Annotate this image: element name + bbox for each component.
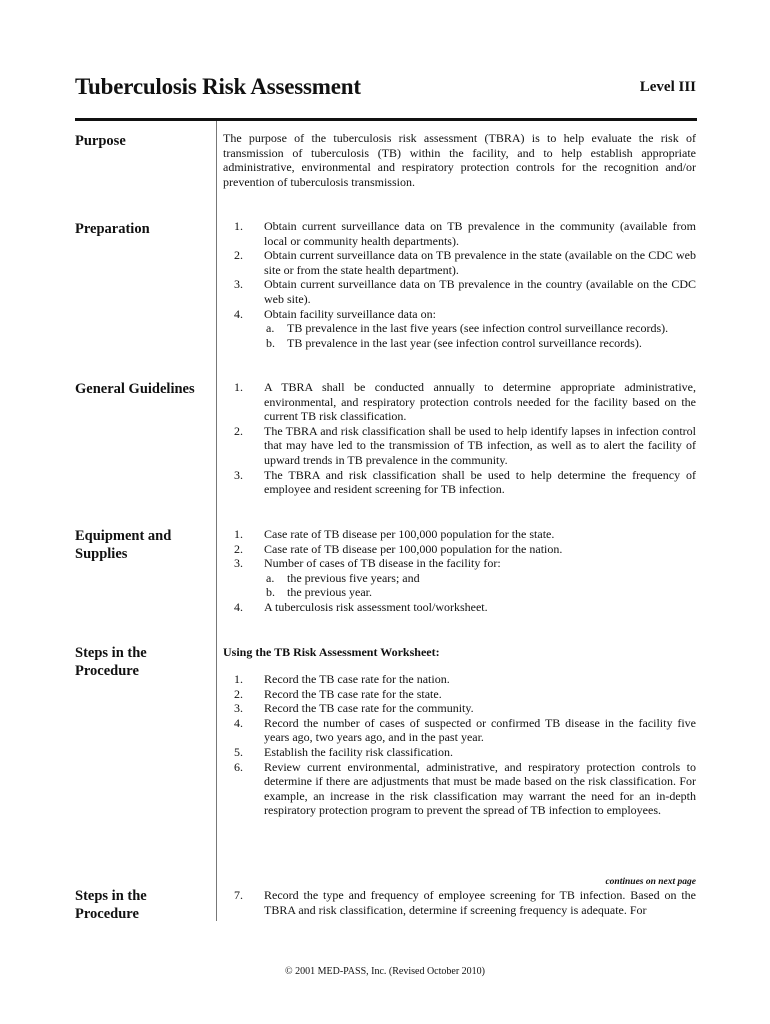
item-text: Review current environmental, administrative, and respiratory protection controls to determine if there are adjustments that must be made based on the risk classification. For example, an increase in the risk classification may warrant the need for an in-depth respiratory protection program to prevent the spread of TB infection to employees. <box>264 759 696 818</box>
list-item <box>223 888 696 917</box>
continues-note: continues on next page <box>605 877 696 887</box>
steps-label: Steps in the Procedure <box>75 645 147 679</box>
item-letter: b. <box>266 335 275 350</box>
document-title: Tuberculosis Risk Assessment <box>75 74 361 99</box>
list-item <box>223 672 696 687</box>
item-number: 1. <box>234 672 243 686</box>
item-number: 7. <box>234 888 243 902</box>
item-text: A TBRA shall be conducted annually to determine appropriate administrative, environmental, and respiratory protection controls needed for the facility based on the current TB risk classification. <box>264 380 696 424</box>
item-number: 6. <box>234 759 243 774</box>
item-letter: a. <box>266 570 275 585</box>
item-number: 2. <box>234 686 243 701</box>
item-text: Case rate of TB disease per 100,000 population for the nation. <box>264 541 563 556</box>
item-text: The TBRA and risk classification shall be used to help identify lapses in infection control that may have led to the transmission of TB infection, as well as to alert the facility of upward trends in TB prevalence in the community. <box>264 423 696 467</box>
item-number: 3. <box>234 556 243 571</box>
item-letter: a. <box>266 321 275 336</box>
preparation-list <box>223 219 696 350</box>
item-number: 4. <box>234 599 243 614</box>
item-number: 2. <box>234 423 243 438</box>
list-item <box>223 527 696 542</box>
item-text: Record the TB case rate for the community. <box>264 701 474 716</box>
item-text: Obtain current surveillance data on TB prevalence in the country (available on the CDC web site). <box>264 277 696 306</box>
item-text: the previous year. <box>287 585 372 600</box>
item-text: The TBRA and risk classification shall be used to help determine the frequency of employee and resident screening for TB infection. <box>264 467 696 497</box>
column-divider <box>216 121 217 921</box>
list-item <box>223 468 696 497</box>
item-number: 4. <box>234 715 243 730</box>
list-item <box>223 424 696 468</box>
item-number: 1. <box>234 527 243 541</box>
item-number: 1. <box>234 219 243 233</box>
list-item <box>223 701 696 716</box>
steps-continued-label: Steps in the Procedure <box>75 888 147 922</box>
item-text: Establish the facility risk classification. <box>264 744 453 759</box>
sub-list-item <box>264 585 696 600</box>
level-label: Level III <box>639 79 696 95</box>
list-item <box>223 745 696 760</box>
item-number: 2. <box>234 248 243 263</box>
list-item <box>223 248 696 277</box>
item-number: 3. <box>234 277 243 292</box>
list-item <box>223 760 696 818</box>
equipment-list <box>223 527 696 615</box>
item-number: 1. <box>234 380 243 394</box>
purpose-text: The purpose of the tuberculosis risk assessment (TBRA) is to help evaluate the risk of transmission of tuberculosis (TB) within the facility, and to help establish appropriate administrative, environmental and respiratory protection controls for the recognition and/or prevention of tuberculosis transmission. <box>223 131 696 189</box>
item-letter: b. <box>266 585 275 600</box>
list-item <box>223 556 696 600</box>
item-number: 3. <box>234 701 243 716</box>
equipment-label: Equipment and Supplies <box>75 528 172 562</box>
item-number: 4. <box>234 306 243 321</box>
item-text: the previous five years; and <box>287 570 420 585</box>
copyright-footer: © 2001 MED-PASS, Inc. (Revised October 2010) <box>285 966 485 977</box>
sub-list-item <box>264 321 696 336</box>
list-item <box>223 542 696 557</box>
item-text: Case rate of TB disease per 100,000 population for the state. <box>264 527 555 541</box>
item-text: TB prevalence in the last year (see infection control surveillance records). <box>287 335 642 350</box>
item-text: Record the TB case rate for the state. <box>264 686 442 701</box>
item-text: Record the type and frequency of employee screening for TB infection. Based on the TBRA and risk classification, determine if screening frequency is adequate. For <box>264 888 696 917</box>
item-text: Obtain current surveillance data on TB prevalence in the community (available from local or community health departments). <box>264 219 696 248</box>
sub-list-item <box>264 336 696 351</box>
item-text: TB prevalence in the last five years (see infection control surveillance records). <box>287 321 669 336</box>
title-rule <box>75 118 697 121</box>
list-item <box>223 687 696 702</box>
item-text: Record the number of cases of suspected or confirmed TB disease in the facility five years ago, two years ago, and in the past year. <box>264 715 696 745</box>
item-number: 3. <box>234 467 243 482</box>
purpose-label: Purpose <box>75 133 126 149</box>
sub-list <box>264 571 696 600</box>
sub-list-item <box>264 571 696 586</box>
item-number: 5. <box>234 744 243 759</box>
item-text: Number of cases of TB disease in the facility for: <box>264 556 501 571</box>
item-text: Obtain facility surveillance data on: <box>264 306 436 321</box>
list-item <box>223 380 696 424</box>
steps-subheading: Using the TB Risk Assessment Worksheet: <box>223 645 440 659</box>
list-item <box>223 600 696 615</box>
list-item <box>223 219 696 248</box>
general-guidelines-label: General Guidelines <box>75 381 195 397</box>
list-item <box>223 307 696 351</box>
sub-list <box>264 321 696 350</box>
item-number: 2. <box>234 541 243 556</box>
preparation-label: Preparation <box>75 221 150 237</box>
steps-list <box>223 672 696 818</box>
steps-continued-list <box>223 888 696 917</box>
item-text: A tuberculosis risk assessment tool/worksheet. <box>264 599 488 614</box>
list-item <box>223 716 696 745</box>
item-text: Obtain current surveillance data on TB prevalence in the state (available on the CDC web site or from the state health department). <box>264 248 696 277</box>
list-item <box>223 277 696 306</box>
item-text: Record the TB case rate for the nation. <box>264 672 450 686</box>
general-guidelines-list <box>223 380 696 497</box>
